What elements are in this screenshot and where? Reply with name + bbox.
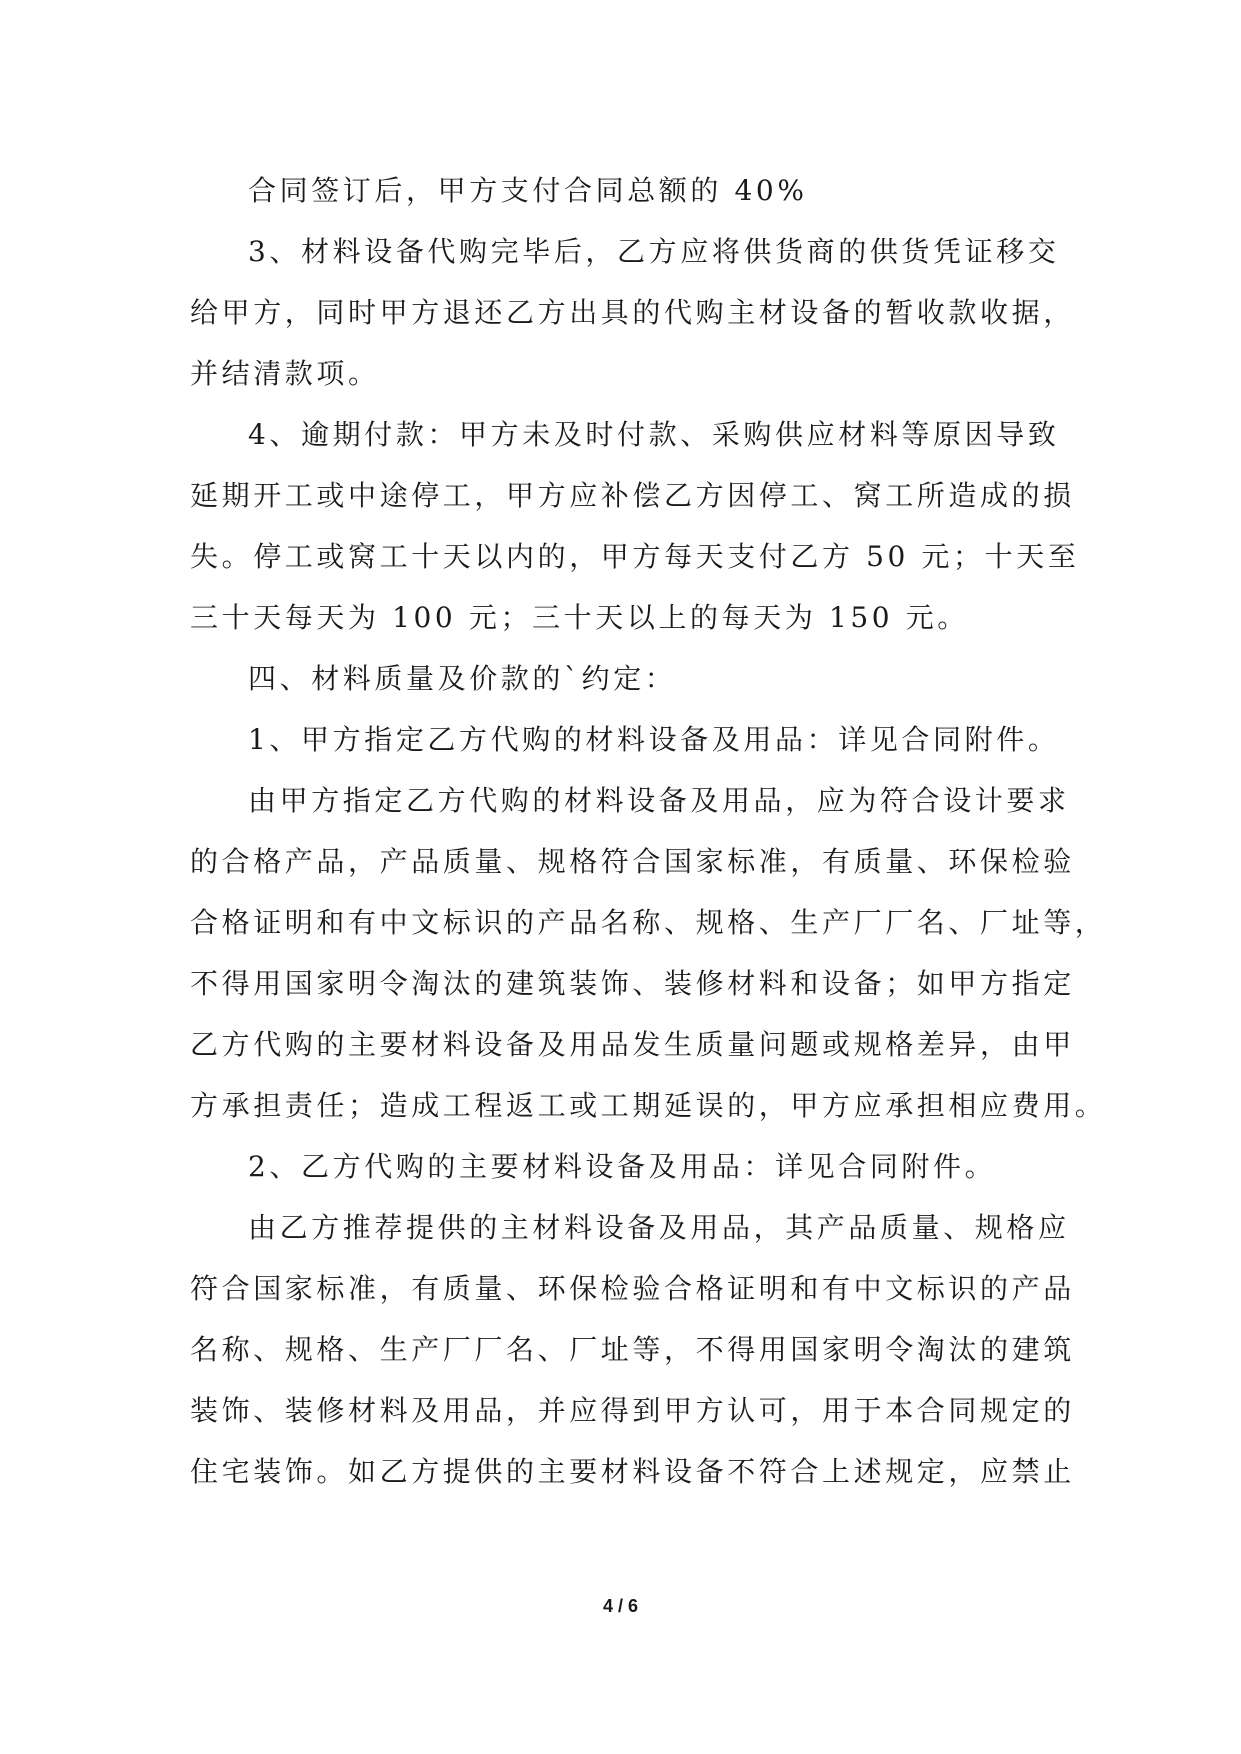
paragraph-line: 2、乙方代购的主要材料设备及用品：详见合同附件。 — [248, 1150, 997, 1183]
paragraph-line: 失。停工或窝工十天以内的，甲方每天支付乙方 50 元；十天至 — [190, 540, 1080, 573]
paragraph-line: 4、逾期付款：甲方未及时付款、采购供应材料等原因导致 — [248, 418, 1060, 451]
paragraph-line: 三十天每天为 100 元；三十天以上的每天为 150 元。 — [190, 601, 969, 634]
paragraph-line: 方承担责任；造成工程返工或工期延误的，甲方应承担相应费用。 — [190, 1089, 1107, 1122]
paragraph-line: 给甲方，同时甲方退还乙方出具的代购主材设备的暂收款收据， — [190, 296, 1075, 329]
paragraph-line: 不得用国家明令淘汰的建筑装饰、装修材料和设备；如甲方指定 — [190, 967, 1075, 1000]
document-body — [190, 160, 1107, 1502]
paragraph-line: 符合国家标准，有质量、环保检验合格证明和有中文标识的产品 — [190, 1272, 1075, 1305]
page-number: 4 / 6 — [602, 1596, 639, 1616]
paragraph-line: 1、甲方指定乙方代购的材料设备及用品：详见合同附件。 — [248, 723, 1060, 756]
section-heading: 四、材料质量及价款的`约定： — [248, 662, 677, 695]
paragraph-line: 合格证明和有中文标识的产品名称、规格、生产厂厂名、厂址等， — [190, 906, 1107, 939]
paragraph-line: 乙方代购的主要材料设备及用品发生质量问题或规格差异，由甲 — [190, 1028, 1075, 1061]
paragraph-line: 并结清款项。 — [190, 357, 380, 390]
paragraph-line: 名称、规格、生产厂厂名、厂址等，不得用国家明令淘汰的建筑 — [190, 1333, 1075, 1366]
paragraph-line: 住宅装饰。如乙方提供的主要材料设备不符合上述规定，应禁止 — [190, 1455, 1075, 1488]
paragraph-line: 的合格产品，产品质量、规格符合国家标准，有质量、环保检验 — [190, 845, 1075, 878]
paragraph-line: 延期开工或中途停工，甲方应补偿乙方因停工、窝工所造成的损 — [190, 479, 1075, 512]
paragraph-line: 3、材料设备代购完毕后，乙方应将供货商的供货凭证移交 — [248, 235, 1060, 268]
paragraph-line: 由甲方指定乙方代购的材料设备及用品，应为符合设计要求 — [248, 784, 1070, 817]
paragraph-line: 由乙方推荐提供的主材料设备及用品，其产品质量、规格应 — [248, 1211, 1070, 1244]
paragraph-line: 装饰、装修材料及用品，并应得到甲方认可，用于本合同规定的 — [190, 1394, 1075, 1427]
paragraph-line: 合同签订后，甲方支付合同总额的 40% — [248, 174, 808, 207]
